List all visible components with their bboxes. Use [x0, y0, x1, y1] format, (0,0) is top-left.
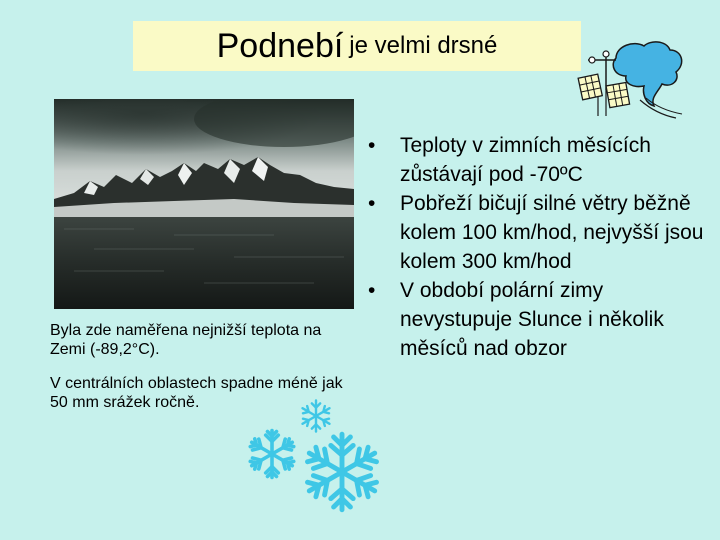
bullet-item: • Teploty v zimních měsících zůstávají pod -70ºC [366, 131, 706, 189]
page-subtitle: je velmi drsné [349, 32, 498, 59]
snowflake-icon [300, 430, 384, 514]
caption-precipitation: V centrálních oblastech spadne méně jak 50 mm srážek ročně. [50, 375, 343, 411]
snowflake-icon [245, 427, 299, 481]
weather-station-icon [576, 40, 688, 120]
page-title: Podnebí [216, 26, 344, 65]
bullet-list [366, 131, 706, 363]
bullet-item: • Pobřeží bičují silné větry běžně kolem 100 km/hod, nejvyšší jsou kolem 300 km/hod [366, 189, 706, 276]
antarctic-landscape-photo [54, 99, 354, 309]
caption-lowest-temperature: Byla zde naměřena nejnižší teplota na Zemi (-89,2°C). [50, 322, 322, 358]
bullet-item: • V období polární zimy nevystupuje Slunce i několik měsíců nad obzor [366, 276, 706, 363]
snowflake-icon [298, 398, 334, 434]
title-box [133, 21, 581, 71]
